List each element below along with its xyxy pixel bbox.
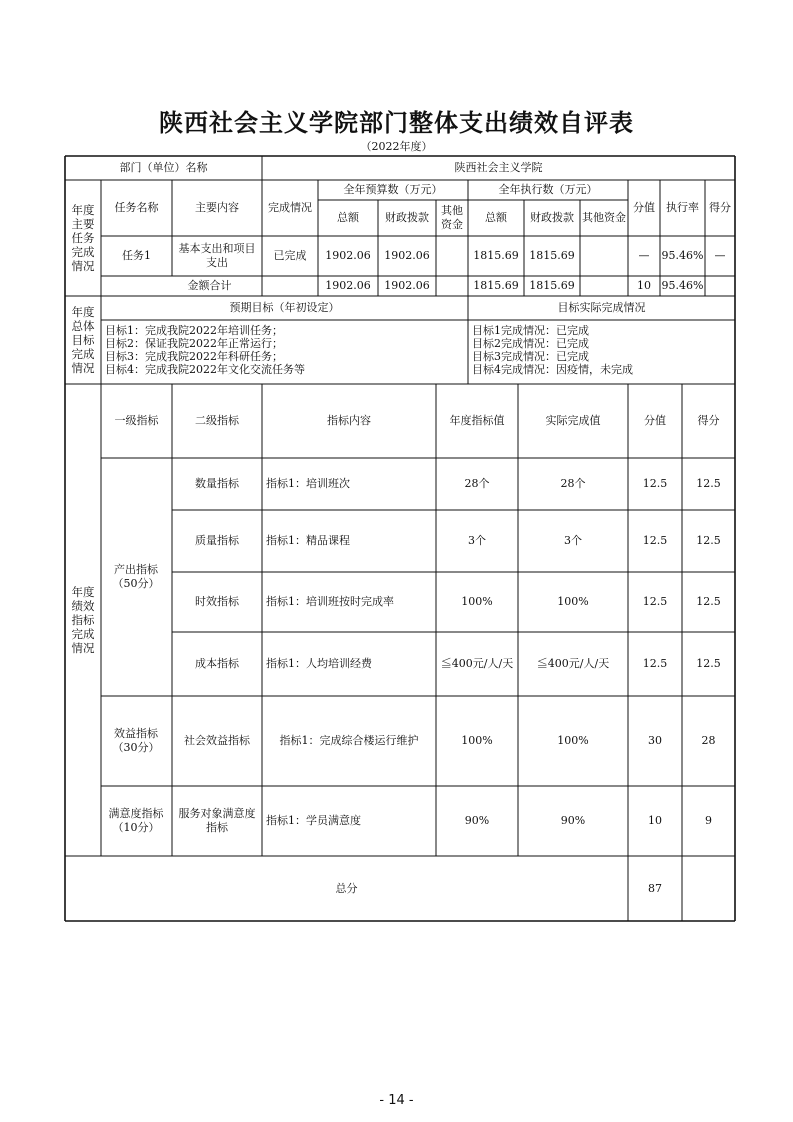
level2-cell: 时效指标 <box>195 595 239 608</box>
sum-exec-rate: 95.46% <box>661 279 704 292</box>
header-score-value-3: 分值 <box>644 414 666 427</box>
header-budget-fiscal: 财政拨款 <box>385 211 429 224</box>
value-cell: 12.5 <box>642 477 668 490</box>
score-cell: 12.5 <box>696 595 721 608</box>
target-cell: 3个 <box>468 534 486 547</box>
value-cell: 12.5 <box>642 595 668 608</box>
total-score <box>682 856 735 921</box>
task-exec-rate: 95.46% <box>661 249 704 262</box>
list-item: 目标3完成情况：已完成 <box>472 350 589 363</box>
score-cell: 12.5 <box>696 534 721 547</box>
list-item: 目标4完成情况：因疫情，未完成 <box>472 363 633 376</box>
header-indicator-content: 指标内容 <box>327 414 371 427</box>
task-exec-fiscal: 1815.69 <box>529 249 575 262</box>
task-content: 基本支出和项目支出 <box>178 242 256 269</box>
page-number: - 14 - <box>379 1093 414 1108</box>
header-budget-total: 总额 <box>337 211 359 224</box>
list-item: 目标3：完成我院2022年科研任务； <box>105 350 283 363</box>
header-exec-rate: 执行率 <box>666 201 699 214</box>
sum-budget-fiscal: 1902.06 <box>384 279 430 292</box>
actual-completion-list <box>472 324 633 376</box>
expected-target-list <box>105 324 305 376</box>
level2-cell: 服务对象满意度指标 <box>178 807 256 834</box>
list-item: 目标4：完成我院2022年文化交流任务等 <box>105 363 305 376</box>
total-value: 87 <box>648 881 662 895</box>
score-cell: 9 <box>705 814 712 827</box>
section2-side-label: 年度总体目标完成情况 <box>71 305 95 375</box>
section3-side-label: 年度绩效指标完成情况 <box>71 585 95 655</box>
score-cell: 12.5 <box>696 657 721 670</box>
unit-label: 部门（单位）名称 <box>119 161 208 174</box>
list-item: 目标1完成情况：已完成 <box>472 324 589 337</box>
header-actual-value: 实际完成值 <box>545 414 601 427</box>
page-subtitle: （2022年度） <box>360 140 433 153</box>
task-score: — <box>714 249 726 262</box>
sum-exec-total: 1815.69 <box>473 279 519 292</box>
sum-exec-fiscal: 1815.69 <box>529 279 575 292</box>
actual-cell: 100% <box>557 595 589 608</box>
header-level1: 一级指标 <box>114 414 159 427</box>
header-main-content: 主要内容 <box>195 201 239 214</box>
header-exec-total: 总额 <box>485 211 507 224</box>
group-satisfaction-indicators: 满意度指标（10分） <box>108 807 164 834</box>
task-exec-total: 1815.69 <box>473 249 519 262</box>
actual-cell: 90% <box>560 814 586 827</box>
value-cell: 12.5 <box>642 534 668 547</box>
content-cell: 指标1：精品课程 <box>266 534 350 547</box>
actual-cell: 28个 <box>560 477 586 490</box>
score-cell: 28 <box>701 734 716 747</box>
sum-budget-total: 1902.06 <box>325 279 371 292</box>
content-cell: 指标1：人均培训经费 <box>266 657 372 670</box>
header-actual-completion: 目标实际完成情况 <box>557 301 646 314</box>
header-score: 得分 <box>709 201 731 214</box>
sum-label: 金额合计 <box>187 279 232 292</box>
header-exec-fiscal: 财政拨款 <box>530 211 574 224</box>
task-status: 已完成 <box>273 249 307 262</box>
content-cell: 指标1：学员满意度 <box>266 814 361 827</box>
task-budget-fiscal: 1902.06 <box>384 249 430 262</box>
content-cell: 指标1：完成综合楼运行维护 <box>279 734 419 747</box>
header-execution: 全年执行数（万元） <box>498 183 598 196</box>
section1-side-label: 年度主要任务完成情况 <box>71 203 95 273</box>
unit-name: 陕西社会主义学院 <box>454 161 543 174</box>
header-exec-other: 其他资金 <box>582 211 626 224</box>
list-item: 目标2完成情况：已完成 <box>472 337 589 350</box>
task-exec-other <box>580 236 628 276</box>
header-annual-target: 年度指标值 <box>449 414 505 427</box>
actual-cell: ≦400元/人/天 <box>536 657 610 670</box>
total-label: 总分 <box>335 881 358 895</box>
actual-cell: 100% <box>557 734 589 747</box>
level2-cell: 质量指标 <box>195 534 239 547</box>
header-level2: 二级指标 <box>195 414 239 427</box>
target-cell: 100% <box>461 734 493 747</box>
score-cell: 12.5 <box>696 477 721 490</box>
task-score-value: — <box>638 249 650 262</box>
header-score-3: 得分 <box>697 414 720 427</box>
list-item: 目标2：保证我院2022年正常运行； <box>105 337 283 350</box>
list-item: 目标1：完成我院2022年培训任务； <box>105 324 283 337</box>
page-title: 陕西社会主义学院部门整体支出绩效自评表 <box>159 109 634 137</box>
group-benefit-indicators: 效益指标（30分） <box>112 727 160 754</box>
header-expected-targets: 预期目标（年初设定） <box>229 301 340 314</box>
task-budget-other <box>436 236 468 276</box>
level2-cell: 社会效益指标 <box>184 734 250 747</box>
header-status: 完成情况 <box>268 201 312 214</box>
actual-cell: 3个 <box>564 534 582 547</box>
value-cell: 30 <box>648 734 662 747</box>
target-cell: 90% <box>464 814 490 827</box>
task-budget-total: 1902.06 <box>325 249 371 262</box>
header-budget-other: 其他资金 <box>441 204 463 231</box>
target-cell: 100% <box>461 595 493 608</box>
header-task-name: 任务名称 <box>114 201 159 214</box>
task-name: 任务1 <box>122 249 151 262</box>
value-cell: 10 <box>648 814 662 827</box>
header-budget: 全年预算数（万元） <box>343 183 443 196</box>
group-output-indicators: 产出指标（50分） <box>112 563 160 590</box>
content-cell: 指标1：培训班按时完成率 <box>266 595 394 608</box>
header-score-value: 分值 <box>633 201 655 214</box>
target-cell: ≦400元/人/天 <box>440 657 514 670</box>
sum-score-value: 10 <box>637 279 651 292</box>
level2-cell: 数量指标 <box>195 477 239 490</box>
content-cell: 指标1：培训班次 <box>266 477 350 490</box>
level2-cell: 成本指标 <box>195 657 239 670</box>
value-cell: 12.5 <box>642 657 668 670</box>
target-cell: 28个 <box>464 477 490 490</box>
